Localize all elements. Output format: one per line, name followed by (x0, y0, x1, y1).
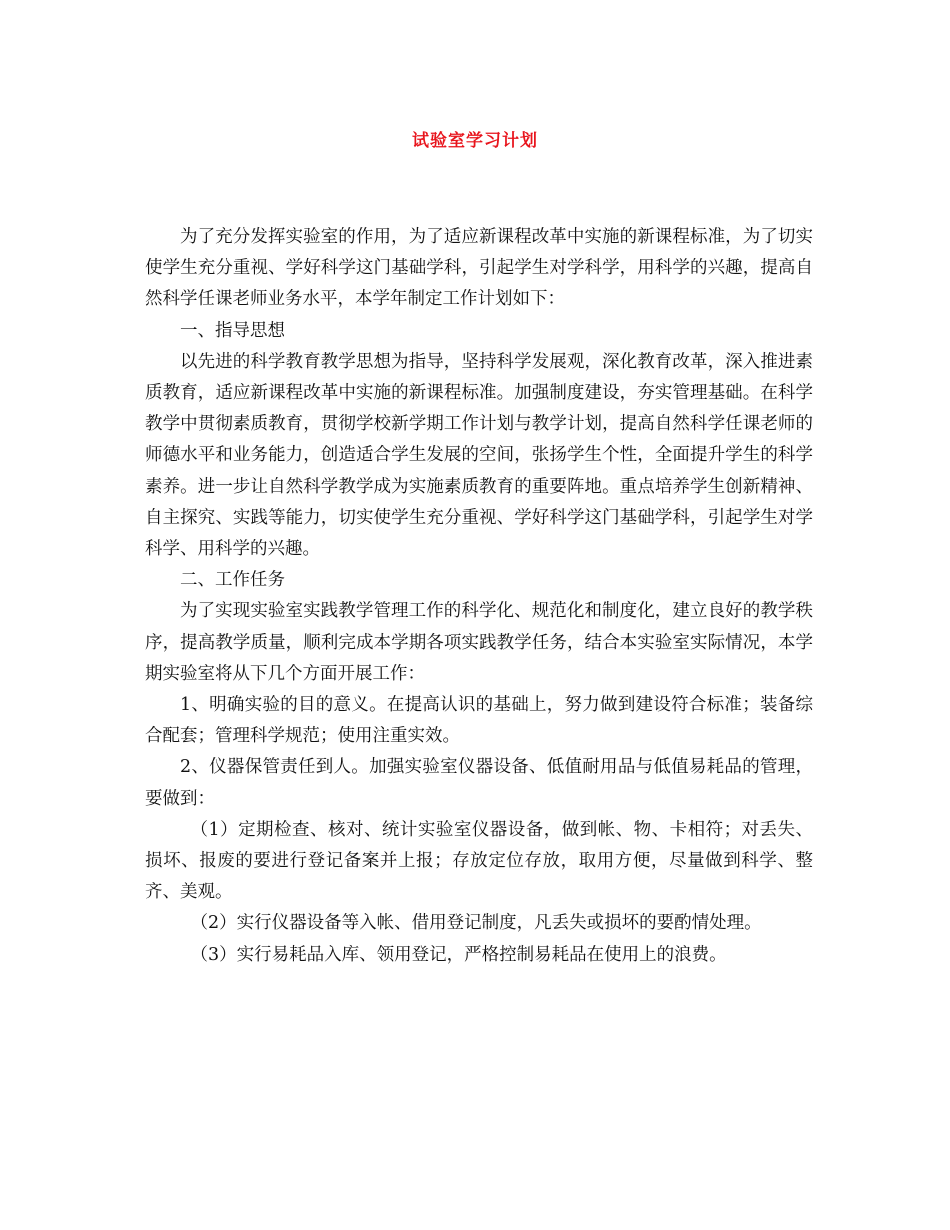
sub-item-1: （1）定期检查、核对、统计实验室仪器设备，做到帐、物、卡相符；对丢失、损坏、报废的要进行登记备案并上报；存放定位存放，取用方便，尽量做到科学、整齐、美观。 (145, 819, 813, 903)
document-body (145, 222, 813, 971)
sub-item-3: （3）实行易耗品入库、领用登记，严格控制易耗品在使用上的浪费。 (190, 944, 727, 965)
work-tasks-paragraph: 为了实现实验室实践教学管理工作的科学化、规范化和制度化，建立良好的教学秩序，提高教学质量，顺利完成本学期各项实践教学任务，结合本实验室实际情况，本学期实验室将从下几个方面开展工作： (145, 601, 813, 684)
intro-paragraph: 为了充分发挥实验室的作用，为了适应新课程改革中实施的新课程标准，为了切实使学生充分重视、学好科学这门基础学科，引起学生对学科学，用科学的兴趣，提高自然科学任课老师业务水平，本学年制定工作计划如下： (145, 227, 813, 310)
task-item-2: 2、仪器保管责任到人。加强实验室仪器设备、低值耐用品与低值易耗品的管理，要做到： (145, 757, 813, 809)
section-heading-guiding-ideology: 一、指导思想 (180, 320, 285, 341)
guiding-ideology-paragraph: 以先进的科学教育教学思想为指导，坚持科学发展观，深化教育改革，深入推进素质教育，适应新课程改革中实施的新课程标准。加强制度建设，夯实管理基础。在科学教学中贯彻素质教育，贯彻学校新学期工作计划与教学计划，提高自然科学任课老师的师德水平和业务能力，创造适合学生发展的空间，张扬学生个性，全面提升学生的科学素养。进一步让自然科学教学成为实施素质教育的重要阵地。重点培养学生创新精神、自主探究、实践等能力，切实使学生充分重视、学好科学这门基础学科，引起学生对学科学、用科学的兴趣。 (145, 351, 813, 560)
sub-item-2: （2）实行仪器设备等入帐、借用登记制度，凡丢失或损坏的要酌情处理。 (190, 913, 762, 934)
document-title: 试验室学习计划 (412, 131, 538, 151)
section-heading-work-tasks: 二、工作任务 (180, 570, 285, 591)
task-item-1: 1、明确实验的目的意义。在提高认识的基础上，努力做到建设符合标准；装备综合配套；管理科学规范；使用注重实效。 (145, 695, 813, 747)
